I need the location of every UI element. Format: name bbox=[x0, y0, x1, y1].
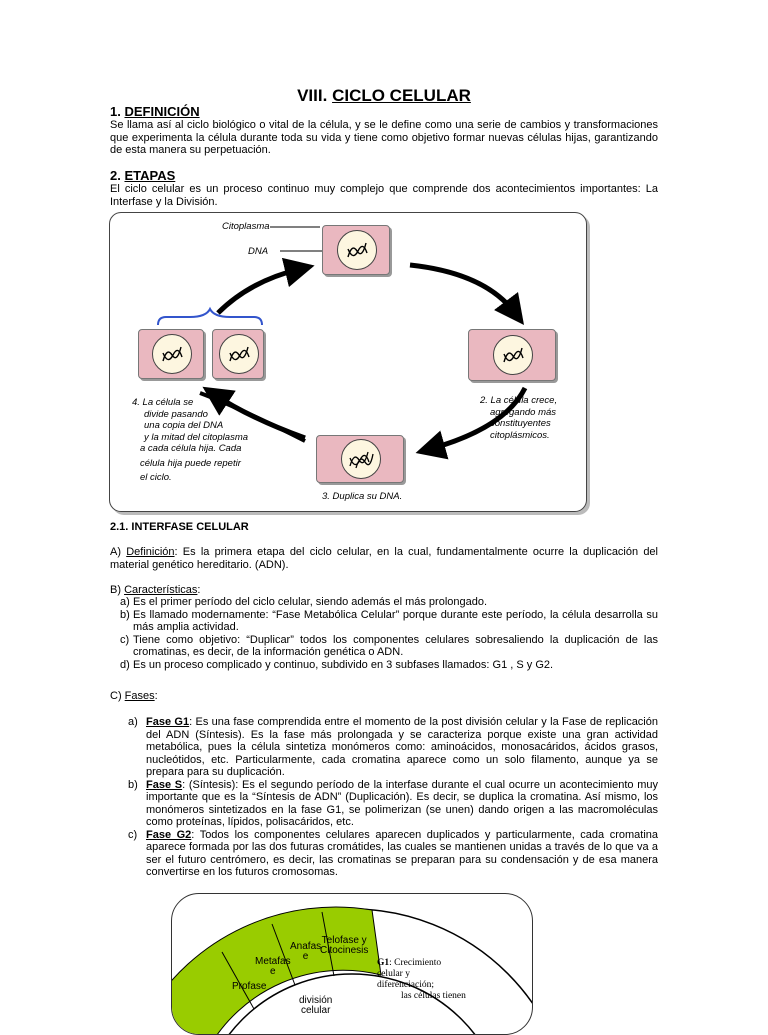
anafase-label bbox=[290, 942, 321, 962]
daughter-cells-brace bbox=[158, 309, 262, 325]
telofase-line: Citocinesis bbox=[320, 945, 369, 956]
section-1-title: DEFINICIÓN bbox=[124, 104, 200, 119]
phase-description: : Todos los componentes celulares aparecen duplicados y particularmente, cada cromatina aparece formada por las dos futuras cromátides, las cuales se mantienen unidas a través de lo que va a ser el futuro centrómero, es decir, las cromatinas se preparan para su condensación y de esa manera convertirse en los futuros cromosomas. bbox=[146, 828, 658, 878]
item-marker: d) bbox=[120, 658, 130, 671]
metafase-label bbox=[255, 957, 291, 977]
item-marker: b) bbox=[128, 778, 138, 791]
telofase-label bbox=[320, 936, 368, 956]
dna-icon bbox=[153, 335, 191, 373]
list-item bbox=[128, 829, 658, 879]
section-1-number: 1. bbox=[110, 104, 121, 119]
section-2-heading bbox=[110, 168, 175, 183]
step-4-line: una copia del DNA bbox=[144, 420, 224, 431]
item-text bbox=[146, 829, 658, 879]
g1-line: diferenciación; bbox=[377, 980, 434, 990]
item-text bbox=[146, 716, 658, 779]
caracteristicas-list bbox=[120, 596, 658, 671]
nucleus bbox=[337, 230, 377, 270]
step-4-line: a cada célula hija. Cada bbox=[140, 443, 242, 454]
cell-top bbox=[322, 225, 390, 275]
step-2-text bbox=[480, 395, 557, 441]
label-dna: DNA bbox=[248, 246, 269, 257]
list-item bbox=[120, 634, 658, 659]
list-item bbox=[128, 716, 658, 779]
list-item bbox=[128, 779, 658, 829]
title-number: VIII. bbox=[297, 86, 328, 105]
item-marker: C) bbox=[110, 690, 125, 702]
definicion-paragraph bbox=[110, 546, 658, 571]
item-text: Es llamado modernamente: “Fase Metabólica Celular” porque durante este período, la célula desarrolla su más amplia actividad. bbox=[133, 608, 658, 633]
phase-description: : (Síntesis): Es el segundo período de la interfase durante el cual ocurre un acontecimiento muy importante que es la “Síntesis de ADN” (Duplicación). Es decir, se duplica la cromatina. Así mismo, los monómeros sintetizados en la fase G1, se polimerizan (se unen) dando origen a las macromoléculas como proteínas, lípidos, polisacáridos, etc. bbox=[146, 778, 658, 828]
list-item bbox=[120, 659, 658, 672]
metafase-line: e bbox=[270, 966, 276, 977]
g1-description bbox=[377, 958, 466, 1002]
item-marker: a) bbox=[128, 716, 138, 728]
g1-line: las células tienen bbox=[401, 991, 466, 1001]
anafase-line: Anafas bbox=[290, 941, 322, 952]
cell-bottom bbox=[316, 435, 404, 483]
cell-right bbox=[468, 329, 556, 381]
title-text: CICLO CELULAR bbox=[332, 86, 471, 105]
nucleus bbox=[219, 334, 259, 374]
section-2-number: 2. bbox=[110, 168, 121, 183]
step-4-line: el ciclo. bbox=[140, 472, 172, 483]
step-2-line: constituyentes bbox=[490, 418, 551, 429]
page-title bbox=[0, 86, 768, 106]
step-2-line: 2. La célula crece, bbox=[480, 395, 558, 406]
g1-text: : Crecimiento bbox=[389, 958, 442, 968]
phase-name: Fase G2 bbox=[146, 828, 192, 841]
section-2-title: ETAPAS bbox=[124, 168, 176, 183]
step-4-line: y la mitad del citoplasma bbox=[144, 431, 249, 443]
section-1-text: Se llama así al ciclo biológico o vital de la célula, y se le define como una serie de cambios y transformaciones que experimenta la célula durante toda su vida y tiene como objetivo formar nuevas células hijas, garantizando de esta manera su perpetuación. bbox=[110, 119, 658, 156]
anafase-line: e bbox=[302, 951, 309, 962]
section-2-text: El ciclo celular es un proceso continuo muy complejo que comprende dos acontecimientos importantes: La Interfase y la División. bbox=[110, 183, 658, 208]
label-citoplasma: Citoplasma bbox=[222, 221, 270, 232]
item-marker: a) bbox=[120, 596, 130, 608]
subsection-2-1-heading: 2.1. INTERFASE CELULAR bbox=[110, 521, 249, 533]
cell-cycle-figure bbox=[109, 212, 587, 512]
step-3-text: 3. Duplica su DNA. bbox=[322, 491, 403, 502]
phase-name: Fase S bbox=[146, 778, 183, 791]
item-marker: c) bbox=[128, 828, 138, 841]
daughter-cell-left bbox=[138, 329, 204, 379]
phase-name: Fase G1 bbox=[146, 716, 190, 728]
g1-line: celular y bbox=[377, 969, 410, 979]
item-text: Tiene como objetivo: “Duplicar” todos los componentes celulares sobresaliendo la duplicación de las cromatinas, es decir, de la información genética o ADN. bbox=[133, 633, 658, 658]
definicion-text: : Es la primera etapa del ciclo celular, en la cual, fundamentalmente ocurre la duplicación del material genético hereditario. (ADN). bbox=[110, 546, 658, 571]
dna-icon bbox=[494, 336, 532, 374]
item-marker: A) bbox=[110, 546, 127, 558]
metafase-line: Metafas bbox=[255, 956, 291, 967]
mitosis-wheel-figure bbox=[171, 893, 533, 1035]
step-4-line: célula hija puede repetir bbox=[140, 457, 241, 469]
fases-list bbox=[128, 716, 658, 879]
step-4-line: 4. La célula se bbox=[132, 397, 194, 408]
nucleus bbox=[493, 335, 533, 375]
division-line: celular bbox=[300, 1005, 331, 1016]
caracteristicas-heading bbox=[110, 584, 658, 597]
item-marker: c) bbox=[120, 633, 130, 646]
item-marker: B) bbox=[110, 584, 125, 596]
dna-icon bbox=[338, 231, 376, 269]
step-4-text bbox=[132, 397, 248, 484]
profase-label: Profase bbox=[232, 981, 267, 992]
colon: : bbox=[154, 690, 158, 702]
caracteristicas-label: Características bbox=[124, 584, 198, 596]
nucleus bbox=[152, 334, 192, 374]
item-text bbox=[146, 779, 658, 829]
g1-label: G1 bbox=[377, 958, 390, 968]
phase-description: : Es una fase comprendida entre el momento de la post división celular y la Fase de replicación del ADN (Síntesis). Es la fase más prolongada y se caracteriza porque existe una gran actividad metabólica, pues la célula sintetiza monómeros como: aminoácidos, monosacáridos, ácidos grasos, nucleótidos, etc. Particularmente, cada cromatina aparece como un solo filamento, aunque ya se prepara para su duplicación. bbox=[146, 716, 658, 778]
item-marker: b) bbox=[120, 608, 130, 621]
telofase-line: Telofase y bbox=[321, 935, 367, 946]
colon: : bbox=[197, 584, 201, 596]
step-4-line: divide pasando bbox=[144, 408, 208, 420]
step-2-line: agregando más bbox=[490, 406, 557, 418]
fases-label: Fases bbox=[124, 690, 155, 702]
definicion-label: Definición bbox=[126, 546, 175, 558]
division-line: división bbox=[299, 995, 333, 1006]
list-item bbox=[120, 609, 658, 634]
duplicated-dna-icon bbox=[342, 440, 380, 478]
list-item bbox=[120, 596, 658, 609]
fases-heading bbox=[110, 690, 658, 703]
daughter-cell-right bbox=[212, 329, 264, 379]
mitosis-wheel bbox=[172, 894, 532, 1034]
section-1-heading bbox=[110, 104, 200, 119]
arrow-1-to-2 bbox=[410, 265, 515, 313]
item-text: Es el primer período del ciclo celular, siendo además el más prolongado. bbox=[133, 596, 488, 608]
division-label bbox=[299, 996, 332, 1016]
step-2-line: citoplásmicos. bbox=[490, 429, 550, 441]
g1-line bbox=[377, 958, 466, 969]
dna-icon bbox=[220, 335, 258, 373]
arrow-4-to-1 bbox=[218, 269, 300, 313]
item-text: Es un proceso complicado y continuo, subdivido en 3 subfases llamados: G1 , S y G2. bbox=[133, 658, 554, 671]
nucleus bbox=[341, 439, 381, 479]
